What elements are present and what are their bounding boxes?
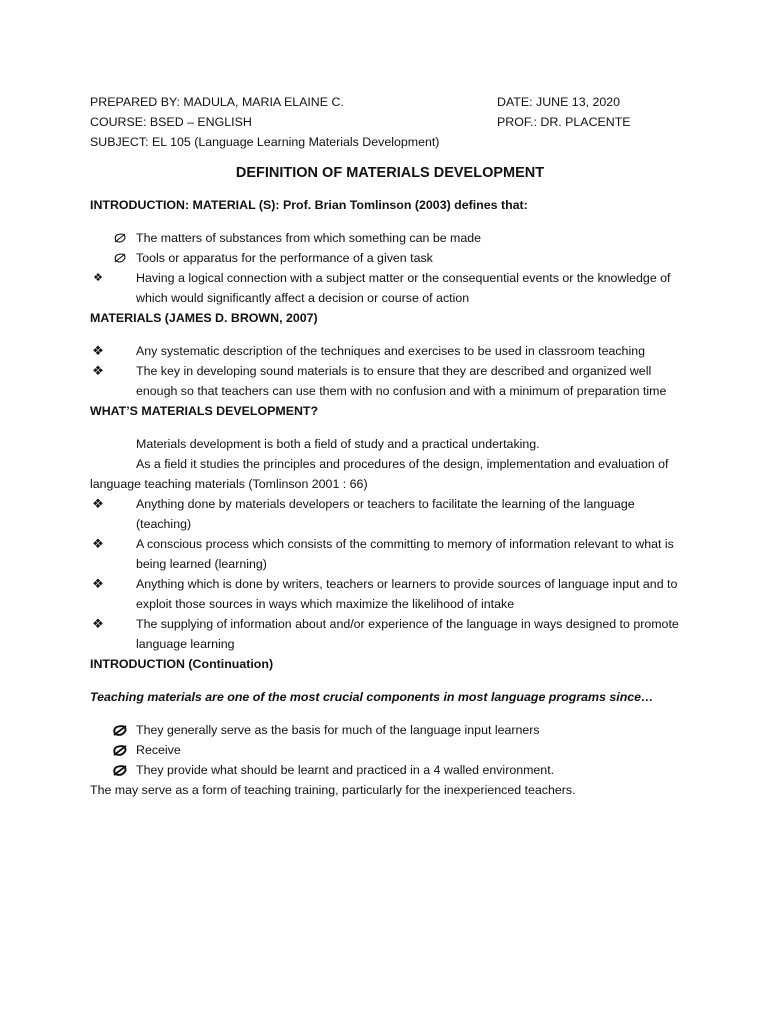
list-item: The matters of substances from which something can be made	[90, 228, 690, 248]
materials-list	[90, 341, 690, 401]
bold-leaf-bullet-icon	[110, 720, 130, 740]
whats-paragraph-2: As a field it studies the principles and procedures of the design, implementation and evaluation of language teaching materials (Tomlinson 2001 : 66)	[90, 457, 669, 491]
date: DATE: JUNE 13, 2020	[497, 95, 621, 109]
four-diamond-icon: ❖	[93, 272, 103, 284]
bold-leaf-bullet-icon	[110, 760, 130, 780]
prepared-by: PREPARED BY: MADULA, MARIA ELAINE C.	[90, 95, 344, 109]
list-item: ❖ Anything done by materials developers or teachers to facilitate the learning of the language (teaching)	[90, 494, 690, 534]
closing-paragraph: The may serve as a form of teaching training, particularly for the inexperienced teachers.	[90, 783, 576, 797]
leaf-bullet-icon	[110, 228, 130, 248]
list-item: ❖ The key in developing sound materials is to ensure that they are described and organized well enough so that teachers can use them with no confusion and with a minimum of preparation time	[90, 361, 690, 401]
list-item: They generally serve as the basis for much of the language input learners	[90, 720, 690, 740]
bold-four-diamond-icon: ❖	[92, 576, 104, 591]
header-left	[90, 92, 439, 152]
bold-four-diamond-icon: ❖	[92, 536, 104, 551]
list-item: ❖ Any systematic description of the techniques and exercises to be used in classroom teaching	[90, 341, 690, 361]
list-item: ❖ The supplying of information about and/or experience of the language in ways designed to promote language learning	[90, 614, 690, 654]
header-right	[497, 92, 631, 132]
list-item: Tools or apparatus for the performance of a given task	[90, 248, 690, 268]
continuation-list	[90, 720, 690, 780]
leaf-bullet-icon	[110, 248, 130, 268]
bold-four-diamond-icon: ❖	[92, 496, 104, 511]
whats-paragraph-1: Materials development is both a field of study and a practical undertaking.	[136, 437, 540, 451]
bold-four-diamond-icon: ❖	[92, 343, 104, 358]
list-item: They provide what should be learnt and practiced in a 4 walled environment.	[90, 760, 690, 780]
course: COURSE: BSED – ENGLISH	[90, 115, 252, 129]
subject: SUBJECT: EL 105 (Language Learning Materials Development)	[90, 135, 440, 149]
document-header	[90, 92, 690, 152]
list-item: ❖ A conscious process which consists of the committing to memory of information relevant to what is being learned (learning)	[90, 534, 690, 574]
bold-four-diamond-icon: ❖	[92, 616, 104, 631]
list-item: Receive	[90, 740, 690, 760]
intro-list	[90, 228, 690, 268]
bold-four-diamond-icon: ❖	[92, 363, 104, 378]
intro-heading: INTRODUCTION: MATERIAL (S): Prof. Brian Tomlinson (2003) defines that:	[90, 198, 528, 212]
intro-diamond-list	[90, 268, 690, 308]
list-item: ❖ Having a logical connection with a subject matter or the consequential events or the knowledge of which would significantly affect a decision or course of action	[90, 268, 690, 308]
whats-list	[90, 494, 690, 654]
professor: PROF.: DR. PLACENTE	[497, 115, 631, 129]
materials-heading: MATERIALS (JAMES D. BROWN, 2007)	[90, 311, 318, 325]
page-title: DEFINITION OF MATERIALS DEVELOPMENT	[235, 165, 545, 181]
bold-leaf-bullet-icon	[110, 740, 130, 760]
document-page	[90, 92, 690, 800]
whats-heading: WHAT’S MATERIALS DEVELOPMENT?	[90, 404, 319, 418]
continuation-heading: INTRODUCTION (Continuation)	[90, 657, 274, 671]
list-item: ❖ Anything which is done by writers, teachers or learners to provide sources of language input and to exploit those sources in ways which maximize the likelihood of intake	[90, 574, 690, 614]
continuation-lead: Teaching materials are one of the most crucial components in most language programs since…	[90, 690, 654, 704]
